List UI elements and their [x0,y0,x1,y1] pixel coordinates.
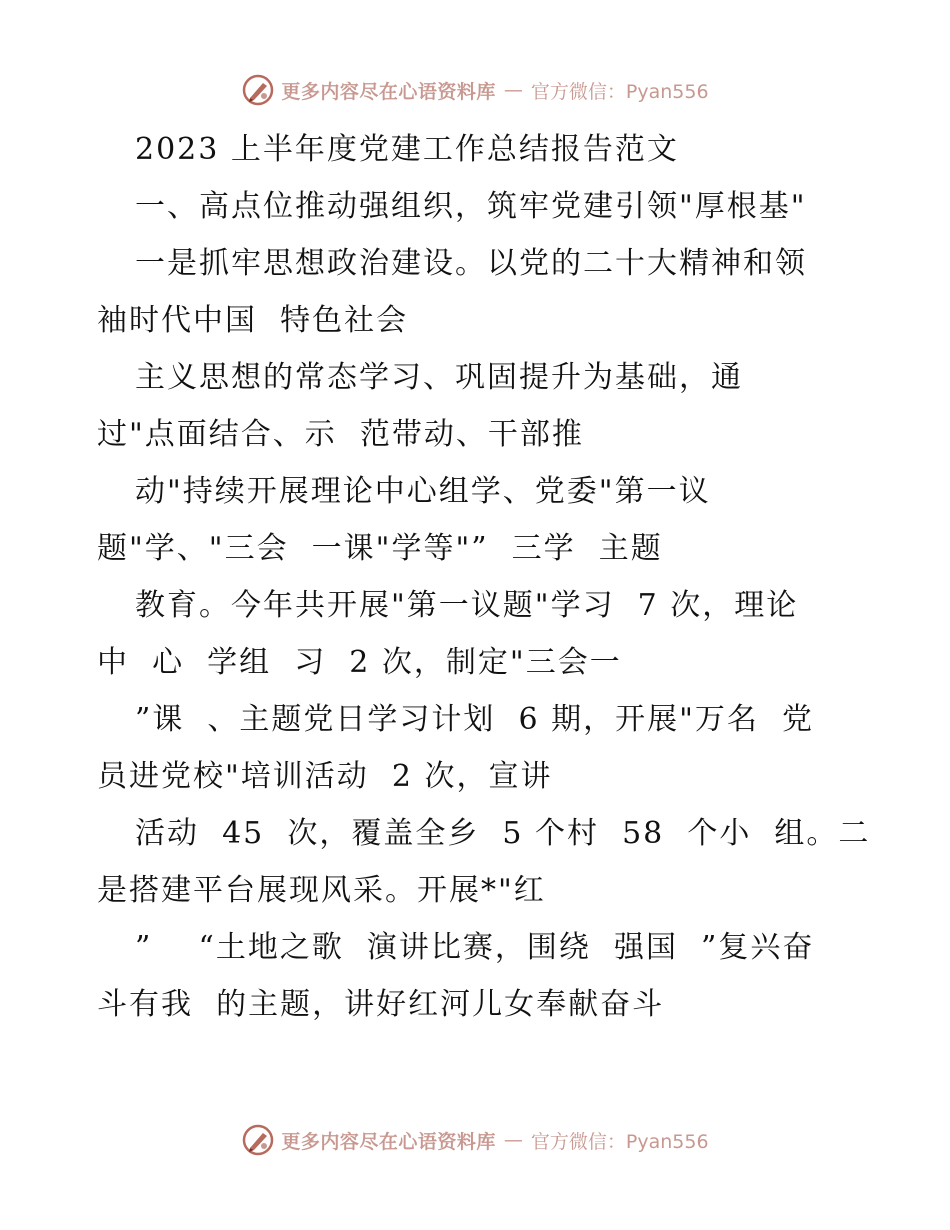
paragraph-line: 员进党校"培训活动 2 次，宣讲 [97,759,553,794]
document-title: 2023 上半年度党建工作总结报告范文 [135,132,679,167]
paragraph-line: 过"点面结合、示 范带动、干部推 [97,417,584,452]
paragraph-line: 活动 45 次，覆盖全乡 5 个村 58 个小 组。二 [135,816,871,851]
banner-text: 更多内容尽在心语资料库 [281,1130,496,1153]
banner-contact: 官方微信：Pyan556 [530,80,709,103]
banner-separator: — [503,1129,523,1151]
banner-text: 更多内容尽在心语资料库 [281,80,496,103]
paragraph-line: ”课 、主题党日学习计划 6 期，开展"万名 党 [135,702,814,737]
banner-separator: — [503,79,523,101]
paragraph-line: 是搭建平台展现风采。开展*"红 [97,873,546,908]
paragraph-line: 动"持续开展理论中心组学、党委"第一议 [135,474,711,509]
paragraph-line: 一是抓牢思想政治建设。以党的二十大精神和领 [135,246,807,281]
section-heading: 一、高点位推动强组织，筑牢党建引领"厚根基" [135,189,807,224]
paragraph-line: ” “土地之歌 演讲比赛，围绕 强国 ”复兴奋 [135,930,815,965]
paragraph-line: 袖时代中国 特色社会 [97,303,409,338]
header-banner [0,70,950,110]
footer-banner [0,1120,950,1160]
banner-contact: 官方微信：Pyan556 [530,1130,709,1153]
paragraph-line: 主义思想的常态学习、巩固提升为基础，通 [135,360,743,395]
pen-seal-icon [241,73,275,107]
paragraph-line: 题"学、"三会 一课"学等"” 三学 主题 [97,531,663,566]
paragraph-line: 斗有我 的主题，讲好红河儿女奉献奋斗 [97,987,665,1022]
paragraph-line: 教育。今年共开展"第一议题"学习 7 次，理论 [135,588,799,623]
paragraph-line: 中 心 学组 习 2 次，制定"三会一 [97,645,622,680]
pen-seal-icon [241,1123,275,1157]
